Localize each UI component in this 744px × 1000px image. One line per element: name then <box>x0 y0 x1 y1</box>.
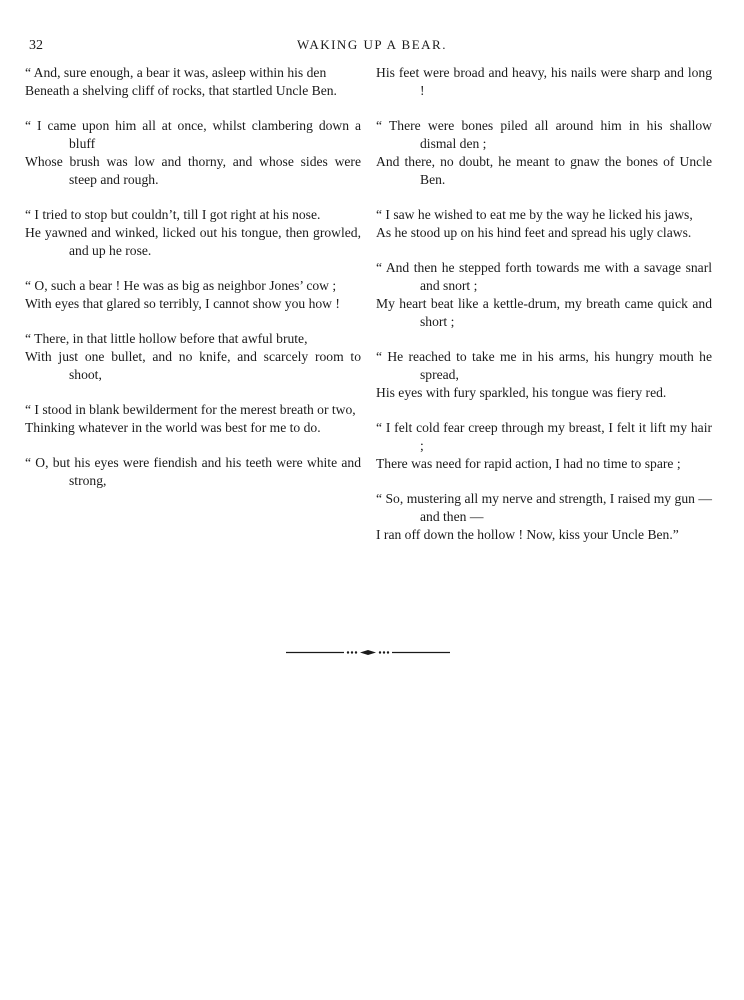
stanza <box>376 419 712 473</box>
verse-line: As he stood up on his hind feet and spread his ugly claws. <box>376 225 692 240</box>
stanza <box>25 401 361 437</box>
poem-right-column <box>376 64 712 561</box>
stanza <box>25 330 361 384</box>
stanza <box>376 490 712 544</box>
verse-line: “ O, such a bear ! He was as big as neighbor Jones’ cow ; <box>25 278 337 293</box>
verse-line: There was need for rapid action, I had no time to spare ; <box>376 456 681 471</box>
verse-line: With eyes that glared so terribly, I cannot show you how ! <box>25 296 340 311</box>
stanza <box>25 277 361 313</box>
ornamental-divider <box>286 648 450 657</box>
verse-line: His eyes with fury sparkled, his tongue was fiery red. <box>376 385 667 400</box>
verse-line: I ran off down the hollow ! Now, kiss your Uncle Ben.” <box>376 527 679 542</box>
verse-line: He yawned and winked, licked out his tongue, then growled, and up he rose. <box>25 225 361 258</box>
stanza <box>25 206 361 260</box>
verse-line: “ And then he stepped forth towards me with a savage snarl and snort ; <box>376 260 712 293</box>
verse-line: “ I felt cold fear creep through my breast, I felt it lift my hair ; <box>376 420 712 453</box>
stanza <box>25 454 361 490</box>
verse-line: And there, no doubt, he meant to gnaw the bones of Uncle Ben. <box>376 154 712 187</box>
stanza <box>376 117 712 189</box>
verse-line: With just one bullet, and no knife, and scarcely room to shoot, <box>25 349 361 382</box>
verse-line: “ There, in that little hollow before that awful brute, <box>25 331 308 346</box>
page-number: 32 <box>29 38 43 53</box>
verse-line: Thinking whatever in the world was best for me to do. <box>25 420 321 435</box>
running-head-title: WAKING UP A BEAR. <box>297 37 447 52</box>
verse-line: “ O, but his eyes were fiendish and his teeth were white and strong, <box>25 455 361 488</box>
verse-line: His feet were broad and heavy, his nails were sharp and long ! <box>376 65 712 98</box>
verse-line: “ There were bones piled all around him in his shallow dismal den ; <box>376 118 712 151</box>
verse-line: “ I tried to stop but couldn’t, till I got right at his nose. <box>25 207 321 222</box>
verse-line: “ So, mustering all my nerve and strength, I raised my gun — and then — <box>376 491 712 524</box>
stanza <box>25 117 361 189</box>
poem-left-column <box>25 64 361 507</box>
verse-line: “ I saw he wished to eat me by the way he licked his jaws, <box>376 207 693 222</box>
stanza <box>376 259 712 331</box>
stanza <box>25 64 361 100</box>
verse-line: “ I came upon him all at once, whilst clambering down a bluff <box>25 118 361 151</box>
stanza <box>376 348 712 402</box>
verse-line: “ And, sure enough, a bear it was, asleep within his den <box>25 65 327 80</box>
verse-line: “ He reached to take me in his arms, his hungry mouth he spread, <box>376 349 712 382</box>
stanza <box>376 64 712 100</box>
verse-line: Beneath a shelving cliff of rocks, that startled Uncle Ben. <box>25 83 337 98</box>
verse-line: Whose brush was low and thorny, and whose sides were steep and rough. <box>25 154 361 187</box>
stanza <box>376 206 712 242</box>
verse-line: My heart beat like a kettle-drum, my breath came quick and short ; <box>376 296 712 329</box>
verse-line: “ I stood in blank bewilderment for the merest breath or two, <box>25 402 356 417</box>
